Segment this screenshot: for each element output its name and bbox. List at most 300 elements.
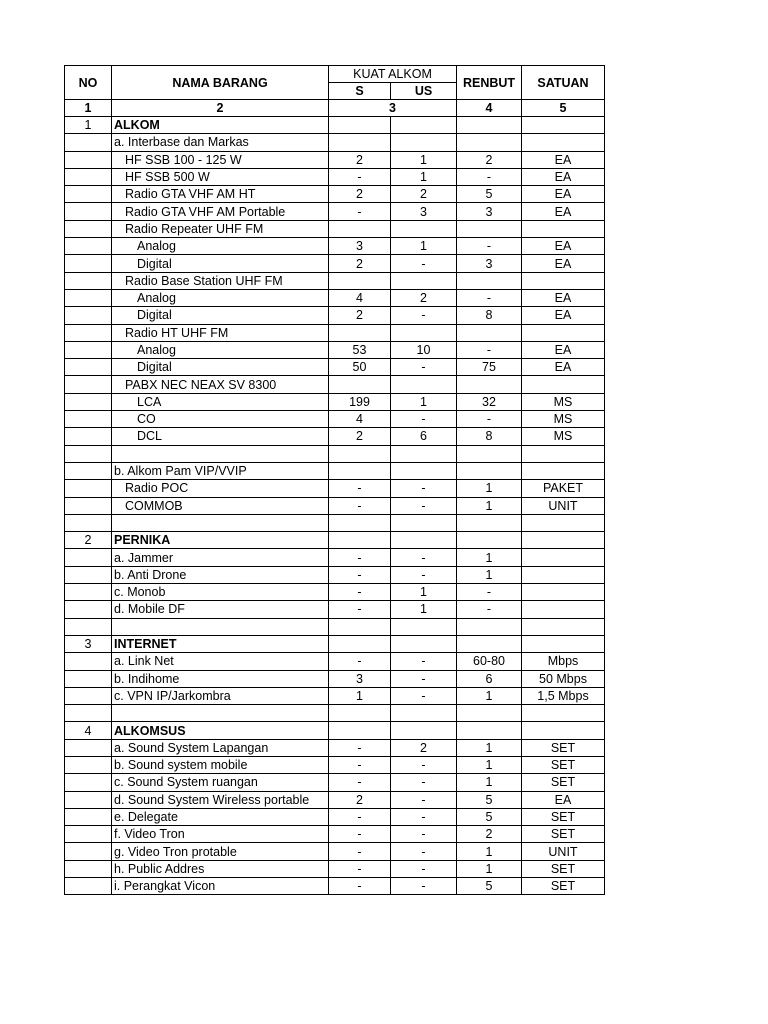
cell-us: - (391, 255, 457, 272)
cell-no (65, 739, 112, 756)
cell-s: - (329, 584, 391, 601)
cell-no (65, 411, 112, 428)
cell-no (65, 480, 112, 497)
cell-renbut (457, 618, 522, 635)
cell-s: - (329, 774, 391, 791)
table-row (65, 289, 605, 306)
cell-nama-barang: CO (112, 411, 329, 428)
cell-renbut: 75 (457, 359, 522, 376)
table-row (65, 428, 605, 445)
cell-no (65, 341, 112, 358)
cell-nama-barang: Radio Base Station UHF FM (112, 272, 329, 289)
cell-satuan (522, 462, 605, 479)
cell-us: 2 (391, 739, 457, 756)
table-row (65, 186, 605, 203)
cell-s (329, 514, 391, 531)
cell-us: - (391, 549, 457, 566)
cell-nama-barang: c. Sound System ruangan (112, 774, 329, 791)
cell-s: - (329, 601, 391, 618)
cell-renbut: 5 (457, 878, 522, 895)
cell-no (65, 462, 112, 479)
cell-satuan: MS (522, 393, 605, 410)
cell-nama-barang: Analog (112, 238, 329, 255)
cell-s: 2 (329, 186, 391, 203)
cell-renbut (457, 514, 522, 531)
cell-us: 1 (391, 151, 457, 168)
cell-us (391, 272, 457, 289)
table-row (65, 376, 605, 393)
cell-renbut: 1 (457, 549, 522, 566)
table-row (65, 722, 605, 739)
cell-s: - (329, 168, 391, 185)
cell-nama-barang: PABX NEC NEAX SV 8300 (112, 376, 329, 393)
cell-no: 2 (65, 532, 112, 549)
cell-s: 3 (329, 670, 391, 687)
cell-s: 53 (329, 341, 391, 358)
cell-no (65, 307, 112, 324)
cell-satuan: SET (522, 826, 605, 843)
header-s: S (329, 83, 391, 100)
cell-us: - (391, 359, 457, 376)
cell-satuan: EA (522, 791, 605, 808)
cell-satuan (522, 601, 605, 618)
cell-nama-barang: i. Perangkat Vicon (112, 878, 329, 895)
cell-satuan: SET (522, 739, 605, 756)
table-row (65, 238, 605, 255)
cell-us: 10 (391, 341, 457, 358)
cell-satuan (522, 584, 605, 601)
cell-s: 199 (329, 393, 391, 410)
table-row (65, 549, 605, 566)
cell-satuan (522, 117, 605, 134)
colnum-5: 5 (522, 100, 605, 117)
cell-satuan (522, 514, 605, 531)
cell-s: - (329, 480, 391, 497)
cell-renbut: 1 (457, 774, 522, 791)
cell-no (65, 549, 112, 566)
cell-s: 50 (329, 359, 391, 376)
cell-renbut: 1 (457, 860, 522, 877)
cell-s: - (329, 878, 391, 895)
cell-us: - (391, 774, 457, 791)
cell-us (391, 462, 457, 479)
cell-satuan: SET (522, 878, 605, 895)
cell-renbut (457, 705, 522, 722)
table-row (65, 168, 605, 185)
cell-nama-barang (112, 618, 329, 635)
cell-renbut: 1 (457, 756, 522, 773)
cell-renbut: 32 (457, 393, 522, 410)
cell-nama-barang: a. Link Net (112, 653, 329, 670)
table-row (65, 739, 605, 756)
cell-us: 1 (391, 238, 457, 255)
cell-satuan: MS (522, 428, 605, 445)
cell-us (391, 532, 457, 549)
table-row (65, 826, 605, 843)
cell-renbut (457, 134, 522, 151)
cell-renbut: - (457, 289, 522, 306)
cell-renbut (457, 324, 522, 341)
table-header (65, 66, 605, 117)
cell-no (65, 428, 112, 445)
cell-nama-barang: LCA (112, 393, 329, 410)
cell-satuan: MS (522, 411, 605, 428)
cell-nama-barang: Radio GTA VHF AM Portable (112, 203, 329, 220)
cell-no (65, 168, 112, 185)
table-row (65, 635, 605, 652)
table-row (65, 756, 605, 773)
cell-no (65, 497, 112, 514)
table-row (65, 411, 605, 428)
cell-no (65, 289, 112, 306)
cell-satuan: EA (522, 168, 605, 185)
header-no: NO (65, 66, 112, 100)
cell-us: 1 (391, 601, 457, 618)
cell-satuan: SET (522, 808, 605, 825)
cell-satuan (522, 722, 605, 739)
cell-no (65, 687, 112, 704)
cell-satuan (522, 272, 605, 289)
cell-renbut: 1 (457, 739, 522, 756)
cell-no (65, 514, 112, 531)
table-row (65, 566, 605, 583)
cell-renbut: - (457, 411, 522, 428)
cell-s: - (329, 653, 391, 670)
cell-renbut: 60-80 (457, 653, 522, 670)
cell-us: 2 (391, 186, 457, 203)
cell-renbut (457, 635, 522, 652)
cell-satuan: PAKET (522, 480, 605, 497)
cell-s: - (329, 756, 391, 773)
cell-s (329, 462, 391, 479)
cell-us: - (391, 307, 457, 324)
cell-nama-barang: Analog (112, 341, 329, 358)
cell-no (65, 584, 112, 601)
cell-us: 1 (391, 584, 457, 601)
cell-s: 2 (329, 255, 391, 272)
cell-us: - (391, 860, 457, 877)
table-body (65, 117, 605, 895)
cell-s: - (329, 739, 391, 756)
cell-renbut (457, 462, 522, 479)
cell-us: - (391, 566, 457, 583)
cell-us: - (391, 791, 457, 808)
cell-nama-barang: b. Sound system mobile (112, 756, 329, 773)
cell-no (65, 705, 112, 722)
cell-s (329, 324, 391, 341)
cell-nama-barang: ALKOMSUS (112, 722, 329, 739)
table-row (65, 393, 605, 410)
cell-nama-barang: b. Alkom Pam VIP/VVIP (112, 462, 329, 479)
cell-s: 2 (329, 307, 391, 324)
cell-no (65, 324, 112, 341)
cell-no (65, 756, 112, 773)
cell-no (65, 618, 112, 635)
cell-nama-barang: Radio HT UHF FM (112, 324, 329, 341)
cell-s: 4 (329, 289, 391, 306)
cell-s (329, 272, 391, 289)
cell-s (329, 376, 391, 393)
cell-satuan (522, 566, 605, 583)
cell-satuan: UNIT (522, 843, 605, 860)
colnum-2: 2 (112, 100, 329, 117)
table-row (65, 117, 605, 134)
cell-renbut: 1 (457, 497, 522, 514)
table-row (65, 514, 605, 531)
cell-satuan: EA (522, 203, 605, 220)
cell-us: 1 (391, 168, 457, 185)
cell-us (391, 220, 457, 237)
cell-no (65, 826, 112, 843)
header-nama-barang: NAMA BARANG (112, 66, 329, 100)
cell-us: - (391, 653, 457, 670)
cell-nama-barang: a. Interbase dan Markas (112, 134, 329, 151)
cell-nama-barang: Analog (112, 289, 329, 306)
table-row (65, 670, 605, 687)
table-row (65, 445, 605, 462)
cell-us: - (391, 826, 457, 843)
cell-satuan: 50 Mbps (522, 670, 605, 687)
cell-s: 2 (329, 791, 391, 808)
table-row (65, 653, 605, 670)
cell-renbut: 5 (457, 808, 522, 825)
table-row (65, 791, 605, 808)
cell-no: 4 (65, 722, 112, 739)
cell-nama-barang: Digital (112, 359, 329, 376)
cell-nama-barang: b. Indihome (112, 670, 329, 687)
cell-satuan: SET (522, 860, 605, 877)
table-row (65, 255, 605, 272)
cell-satuan: Mbps (522, 653, 605, 670)
cell-no (65, 653, 112, 670)
table-row (65, 601, 605, 618)
cell-satuan: SET (522, 756, 605, 773)
inventory-table (64, 65, 605, 895)
table-row (65, 878, 605, 895)
cell-s: 3 (329, 238, 391, 255)
cell-nama-barang: a. Jammer (112, 549, 329, 566)
cell-s (329, 532, 391, 549)
cell-nama-barang: b. Anti Drone (112, 566, 329, 583)
cell-no (65, 774, 112, 791)
cell-satuan (522, 376, 605, 393)
cell-no (65, 566, 112, 583)
cell-s: - (329, 203, 391, 220)
cell-no (65, 393, 112, 410)
colnum-3: 3 (329, 100, 457, 117)
cell-no (65, 670, 112, 687)
cell-nama-barang: Radio POC (112, 480, 329, 497)
cell-us: 1 (391, 393, 457, 410)
table-row (65, 532, 605, 549)
cell-renbut (457, 376, 522, 393)
cell-nama-barang: Digital (112, 255, 329, 272)
cell-us: 6 (391, 428, 457, 445)
cell-nama-barang: DCL (112, 428, 329, 445)
cell-no (65, 860, 112, 877)
cell-us: - (391, 756, 457, 773)
cell-s: - (329, 826, 391, 843)
cell-nama-barang: c. Monob (112, 584, 329, 601)
cell-us (391, 722, 457, 739)
header-renbut: RENBUT (457, 66, 522, 100)
colnum-4: 4 (457, 100, 522, 117)
cell-s: - (329, 843, 391, 860)
cell-satuan: EA (522, 186, 605, 203)
table-row (65, 480, 605, 497)
cell-renbut: 5 (457, 186, 522, 203)
cell-s: - (329, 808, 391, 825)
cell-no (65, 272, 112, 289)
cell-renbut: 3 (457, 203, 522, 220)
cell-satuan (522, 705, 605, 722)
cell-nama-barang: f. Video Tron (112, 826, 329, 843)
cell-nama-barang: HF SSB 500 W (112, 168, 329, 185)
header-kuat-alkom: KUAT ALKOM (329, 66, 457, 83)
cell-s (329, 220, 391, 237)
cell-renbut: 2 (457, 151, 522, 168)
cell-us (391, 618, 457, 635)
cell-us: 3 (391, 203, 457, 220)
colnum-1: 1 (65, 100, 112, 117)
table-row (65, 359, 605, 376)
cell-renbut (457, 445, 522, 462)
cell-s (329, 618, 391, 635)
cell-us (391, 445, 457, 462)
cell-renbut (457, 220, 522, 237)
cell-nama-barang: HF SSB 100 - 125 W (112, 151, 329, 168)
cell-s: 2 (329, 428, 391, 445)
cell-nama-barang: e. Delegate (112, 808, 329, 825)
cell-s: - (329, 566, 391, 583)
cell-s: - (329, 549, 391, 566)
cell-satuan: EA (522, 341, 605, 358)
table-row (65, 497, 605, 514)
cell-s (329, 635, 391, 652)
cell-nama-barang (112, 514, 329, 531)
table-row (65, 687, 605, 704)
cell-nama-barang: Digital (112, 307, 329, 324)
cell-satuan (522, 134, 605, 151)
cell-us: - (391, 878, 457, 895)
cell-nama-barang: d. Mobile DF (112, 601, 329, 618)
cell-nama-barang: g. Video Tron protable (112, 843, 329, 860)
cell-us: - (391, 480, 457, 497)
cell-s (329, 722, 391, 739)
cell-nama-barang: Radio Repeater UHF FM (112, 220, 329, 237)
cell-us (391, 514, 457, 531)
cell-satuan (522, 635, 605, 652)
cell-renbut: - (457, 168, 522, 185)
cell-no (65, 878, 112, 895)
cell-s: - (329, 497, 391, 514)
cell-satuan: SET (522, 774, 605, 791)
cell-renbut: 8 (457, 307, 522, 324)
cell-no (65, 238, 112, 255)
cell-no: 3 (65, 635, 112, 652)
cell-nama-barang: d. Sound System Wireless portable (112, 791, 329, 808)
cell-no (65, 359, 112, 376)
cell-renbut: - (457, 238, 522, 255)
cell-satuan (522, 618, 605, 635)
cell-us (391, 134, 457, 151)
cell-us: - (391, 843, 457, 860)
header-satuan: SATUAN (522, 66, 605, 100)
header-us: US (391, 83, 457, 100)
cell-satuan: EA (522, 359, 605, 376)
cell-s: 2 (329, 151, 391, 168)
cell-us (391, 705, 457, 722)
cell-s (329, 705, 391, 722)
table-row (65, 151, 605, 168)
cell-satuan: EA (522, 255, 605, 272)
cell-no (65, 445, 112, 462)
cell-satuan: EA (522, 151, 605, 168)
cell-no (65, 203, 112, 220)
cell-renbut: 6 (457, 670, 522, 687)
table-row (65, 584, 605, 601)
cell-satuan: 1,5 Mbps (522, 687, 605, 704)
cell-nama-barang: a. Sound System Lapangan (112, 739, 329, 756)
cell-s (329, 117, 391, 134)
cell-us: - (391, 411, 457, 428)
cell-satuan (522, 220, 605, 237)
cell-no (65, 255, 112, 272)
table-row (65, 462, 605, 479)
cell-nama-barang: ALKOM (112, 117, 329, 134)
cell-s: - (329, 860, 391, 877)
cell-renbut (457, 532, 522, 549)
cell-renbut: - (457, 341, 522, 358)
cell-no (65, 220, 112, 237)
cell-renbut: 1 (457, 480, 522, 497)
cell-satuan: EA (522, 289, 605, 306)
cell-s: 4 (329, 411, 391, 428)
cell-renbut (457, 722, 522, 739)
cell-nama-barang: h. Public Addres (112, 860, 329, 877)
cell-renbut: - (457, 601, 522, 618)
cell-nama-barang (112, 445, 329, 462)
cell-s: 1 (329, 687, 391, 704)
table-row (65, 705, 605, 722)
cell-s (329, 134, 391, 151)
cell-satuan (522, 532, 605, 549)
cell-satuan: UNIT (522, 497, 605, 514)
cell-satuan (522, 445, 605, 462)
cell-us (391, 376, 457, 393)
cell-nama-barang: INTERNET (112, 635, 329, 652)
table-row (65, 618, 605, 635)
cell-nama-barang: Radio GTA VHF AM HT (112, 186, 329, 203)
table-row (65, 220, 605, 237)
cell-nama-barang: PERNIKA (112, 532, 329, 549)
table-row (65, 203, 605, 220)
cell-no (65, 151, 112, 168)
table-row (65, 307, 605, 324)
cell-renbut (457, 117, 522, 134)
cell-satuan (522, 324, 605, 341)
cell-us (391, 635, 457, 652)
cell-satuan: EA (522, 307, 605, 324)
cell-renbut: 1 (457, 687, 522, 704)
table-row (65, 324, 605, 341)
cell-nama-barang: c. VPN IP/Jarkombra (112, 687, 329, 704)
table-row (65, 774, 605, 791)
cell-renbut: 3 (457, 255, 522, 272)
cell-us: 2 (391, 289, 457, 306)
cell-us (391, 117, 457, 134)
cell-no (65, 376, 112, 393)
